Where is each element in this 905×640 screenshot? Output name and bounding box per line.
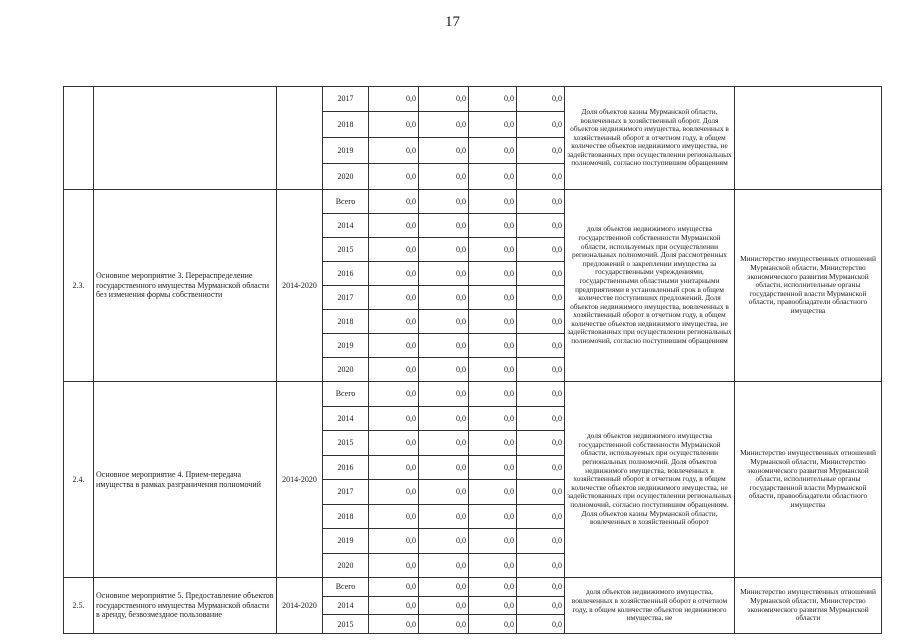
value-cell: 0,0 bbox=[469, 214, 517, 238]
value-cell: 0,0 bbox=[369, 529, 419, 554]
value-cell: 0,0 bbox=[469, 406, 517, 431]
value-cell: 0,0 bbox=[517, 406, 565, 431]
value-cell: 0,0 bbox=[419, 406, 469, 431]
value-cell: 0,0 bbox=[369, 87, 419, 112]
year-cell: Всего bbox=[323, 190, 369, 214]
table-row bbox=[64, 87, 882, 112]
value-cell: 0,0 bbox=[517, 553, 565, 578]
year-cell: 2015 bbox=[323, 238, 369, 262]
value-cell: 0,0 bbox=[469, 164, 517, 190]
value-cell: 0,0 bbox=[469, 578, 517, 597]
value-cell: 0,0 bbox=[517, 190, 565, 214]
value-cell: 0,0 bbox=[469, 615, 517, 634]
value-cell: 0,0 bbox=[517, 286, 565, 310]
value-cell: 0,0 bbox=[419, 214, 469, 238]
value-cell: 0,0 bbox=[419, 504, 469, 529]
value-cell: 0,0 bbox=[419, 480, 469, 505]
value-cell: 0,0 bbox=[517, 214, 565, 238]
value-cell: 0,0 bbox=[419, 358, 469, 382]
value-cell: 0,0 bbox=[469, 596, 517, 615]
value-cell: 0,0 bbox=[419, 164, 469, 190]
value-cell: 0,0 bbox=[419, 578, 469, 597]
value-cell: 0,0 bbox=[419, 138, 469, 164]
value-cell: 0,0 bbox=[469, 138, 517, 164]
value-cell: 0,0 bbox=[419, 310, 469, 334]
section-period: 2014-2020 bbox=[277, 190, 323, 382]
value-cell: 0,0 bbox=[419, 431, 469, 456]
year-cell: 2020 bbox=[323, 358, 369, 382]
value-cell: 0,0 bbox=[369, 406, 419, 431]
value-cell: 0,0 bbox=[369, 214, 419, 238]
value-cell: 0,0 bbox=[517, 480, 565, 505]
year-cell: Всего bbox=[323, 578, 369, 597]
section-period: 2014-2020 bbox=[277, 578, 323, 634]
value-cell: 0,0 bbox=[517, 431, 565, 456]
value-cell: 0,0 bbox=[369, 358, 419, 382]
value-cell: 0,0 bbox=[419, 262, 469, 286]
period-cell bbox=[277, 87, 323, 190]
indicator-cell: Доля объектов казны Мурманской области, вовлеченных в хозяйственный оборот. Доля объектов недвижимого имущества, вовлеченных в хозяйственный оборот в отчетном году, в общем количестве объектов недвижимого имущества, не задействованных при осуществлении региональных полномочий, согласно поступившим обращениям bbox=[565, 87, 735, 190]
year-cell: 2019 bbox=[323, 334, 369, 358]
value-cell: 0,0 bbox=[517, 310, 565, 334]
value-cell: 0,0 bbox=[369, 578, 419, 597]
year-cell: 2015 bbox=[323, 431, 369, 456]
executor-cell: Министерство имущественных отношений Мурманской области, Министерство экономического развития Мурманской области, исполнительные органы государственной власти Мурманской области, правообладатели областного имущества bbox=[735, 190, 882, 382]
value-cell: 0,0 bbox=[469, 504, 517, 529]
value-cell: 0,0 bbox=[369, 455, 419, 480]
value-cell: 0,0 bbox=[517, 578, 565, 597]
value-cell: 0,0 bbox=[517, 358, 565, 382]
value-cell: 0,0 bbox=[369, 596, 419, 615]
year-cell: Всего bbox=[323, 382, 369, 407]
value-cell: 0,0 bbox=[517, 615, 565, 634]
value-cell: 0,0 bbox=[419, 238, 469, 262]
value-cell: 0,0 bbox=[369, 112, 419, 138]
indicator-cell: доля объектов недвижимого имущества государственной собственности Мурманской области, используемых при осуществлении региональных полномочий. Доля объектов недвижимого имущества, вовлеченных в хозяйственный оборот в отчетном году, в общем количестве объектов недвижимого имущества, не задействованных при осуществлении региональных полномочий, согласно поступившим обращениям. Доля объектов казны Мурманской области, вовлеченных в хозяйственный оборот bbox=[565, 382, 735, 578]
table-row bbox=[64, 382, 882, 407]
indicator-cell: доля объектов недвижимого имущества, вовлеченных в хозяйственный оборот в отчетном году, в общем количестве объектов недвижимого имущества, не bbox=[565, 578, 735, 634]
executor-cell bbox=[735, 87, 882, 190]
num-cell bbox=[64, 87, 94, 190]
year-cell: 2014 bbox=[323, 406, 369, 431]
value-cell: 0,0 bbox=[369, 615, 419, 634]
year-cell: 2014 bbox=[323, 214, 369, 238]
value-cell: 0,0 bbox=[419, 286, 469, 310]
value-cell: 0,0 bbox=[419, 596, 469, 615]
value-cell: 0,0 bbox=[469, 455, 517, 480]
title-cell bbox=[94, 87, 277, 190]
value-cell: 0,0 bbox=[419, 87, 469, 112]
value-cell: 0,0 bbox=[419, 529, 469, 554]
value-cell: 0,0 bbox=[469, 190, 517, 214]
value-cell: 0,0 bbox=[419, 334, 469, 358]
value-cell: 0,0 bbox=[369, 262, 419, 286]
section-title: Основное мероприятие 4. Прием-передача имущества в рамках разграничения полномочий bbox=[94, 382, 277, 578]
value-cell: 0,0 bbox=[469, 358, 517, 382]
value-cell: 0,0 bbox=[517, 455, 565, 480]
value-cell: 0,0 bbox=[369, 553, 419, 578]
year-cell: 2017 bbox=[323, 87, 369, 112]
page-number: 17 bbox=[445, 14, 460, 30]
value-cell: 0,0 bbox=[517, 87, 565, 112]
value-cell: 0,0 bbox=[469, 87, 517, 112]
value-cell: 0,0 bbox=[369, 382, 419, 407]
value-cell: 0,0 bbox=[469, 286, 517, 310]
value-cell: 0,0 bbox=[369, 164, 419, 190]
value-cell: 0,0 bbox=[469, 310, 517, 334]
value-cell: 0,0 bbox=[369, 286, 419, 310]
value-cell: 0,0 bbox=[369, 334, 419, 358]
value-cell: 0,0 bbox=[469, 262, 517, 286]
value-cell: 0,0 bbox=[419, 455, 469, 480]
section-number: 2.3. bbox=[64, 190, 94, 382]
value-cell: 0,0 bbox=[469, 553, 517, 578]
value-cell: 0,0 bbox=[369, 310, 419, 334]
value-cell: 0,0 bbox=[517, 334, 565, 358]
value-cell: 0,0 bbox=[469, 529, 517, 554]
year-cell: 2015 bbox=[323, 615, 369, 634]
year-cell: 2017 bbox=[323, 480, 369, 505]
section-number: 2.5. bbox=[64, 578, 94, 634]
table-row bbox=[64, 578, 882, 597]
section-title: Основное мероприятие 3. Перераспределение государственного имущества Мурманской области без изменения формы собственности bbox=[94, 190, 277, 382]
value-cell: 0,0 bbox=[369, 504, 419, 529]
section-period: 2014-2020 bbox=[277, 382, 323, 578]
section-title: Основное мероприятие 5. Предоставление объектов государственного имущества Мурманской области в аренду, безвозмездное пользование bbox=[94, 578, 277, 634]
year-cell: 2018 bbox=[323, 504, 369, 529]
value-cell: 0,0 bbox=[517, 382, 565, 407]
value-cell: 0,0 bbox=[419, 112, 469, 138]
year-cell: 2016 bbox=[323, 455, 369, 480]
value-cell: 0,0 bbox=[469, 431, 517, 456]
value-cell: 0,0 bbox=[517, 529, 565, 554]
indicator-cell: доля объектов недвижимого имущества государственной собственности Мурманской области, используемых при осуществлении региональных полномочий. Доля рассмотренных предложений о закреплении имущества за государственными учреждениями, государственными областными унитарными предприятиями в установленный срок в общем количестве поступивших предложений. Доля объектов недвижимого имущества, вовлеченных в хозяйственный оборот в отчетном году, в общем количестве объектов недвижимого имущества, не задействованных при осуществлении региональных полномочий, согласно поступившим обращениям bbox=[565, 190, 735, 382]
value-cell: 0,0 bbox=[419, 553, 469, 578]
value-cell: 0,0 bbox=[419, 190, 469, 214]
year-cell: 2018 bbox=[323, 112, 369, 138]
year-cell: 2019 bbox=[323, 529, 369, 554]
value-cell: 0,0 bbox=[469, 480, 517, 505]
table-row bbox=[64, 190, 882, 214]
year-cell: 2020 bbox=[323, 164, 369, 190]
value-cell: 0,0 bbox=[517, 504, 565, 529]
value-cell: 0,0 bbox=[369, 190, 419, 214]
year-cell: 2020 bbox=[323, 553, 369, 578]
program-table bbox=[63, 86, 882, 634]
year-cell: 2017 bbox=[323, 286, 369, 310]
value-cell: 0,0 bbox=[469, 112, 517, 138]
value-cell: 0,0 bbox=[369, 238, 419, 262]
year-cell: 2016 bbox=[323, 262, 369, 286]
value-cell: 0,0 bbox=[517, 238, 565, 262]
value-cell: 0,0 bbox=[517, 262, 565, 286]
value-cell: 0,0 bbox=[517, 596, 565, 615]
value-cell: 0,0 bbox=[369, 480, 419, 505]
value-cell: 0,0 bbox=[517, 138, 565, 164]
year-cell: 2014 bbox=[323, 596, 369, 615]
executor-cell: Министерство имущественных отношений Мурманской области, Министерство экономического развития Мурманской области bbox=[735, 578, 882, 634]
year-cell: 2019 bbox=[323, 138, 369, 164]
value-cell: 0,0 bbox=[517, 164, 565, 190]
value-cell: 0,0 bbox=[517, 112, 565, 138]
section-number: 2.4. bbox=[64, 382, 94, 578]
value-cell: 0,0 bbox=[369, 431, 419, 456]
executor-cell: Министерство имущественных отношений Мурманской области, Министерство экономического развития Мурманской области, исполнительные органы государственной власти Мурманской области, правообладатели областного имущества bbox=[735, 382, 882, 578]
value-cell: 0,0 bbox=[419, 382, 469, 407]
value-cell: 0,0 bbox=[369, 138, 419, 164]
year-cell: 2018 bbox=[323, 310, 369, 334]
value-cell: 0,0 bbox=[469, 334, 517, 358]
value-cell: 0,0 bbox=[469, 382, 517, 407]
value-cell: 0,0 bbox=[419, 615, 469, 634]
value-cell: 0,0 bbox=[469, 238, 517, 262]
